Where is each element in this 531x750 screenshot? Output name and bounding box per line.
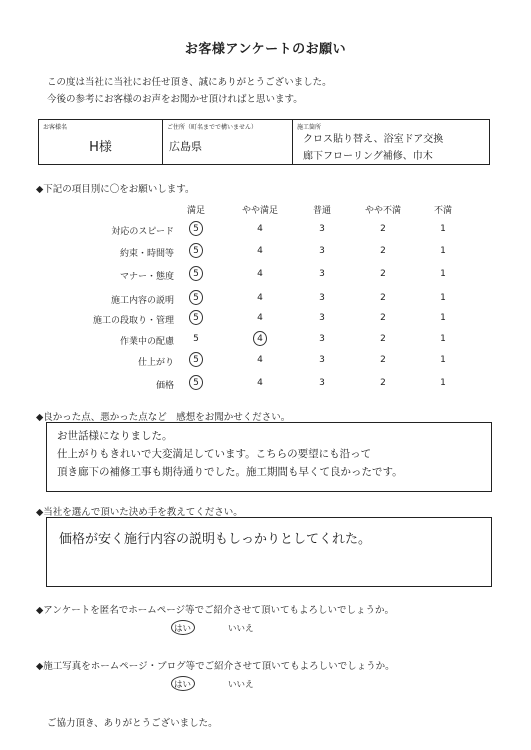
feedback-line-2: 仕上がりもきれいで大変満足しています。こちらの要望にも沿って [57,448,372,460]
rating-value[interactable]: 2 [380,293,386,303]
rating-value[interactable]: 4 [257,224,263,234]
rating-value[interactable]: 4 [257,355,263,365]
rating-label-manners: マナー・態度 [119,272,174,282]
rating-value[interactable]: 4 [257,378,263,388]
rating-value[interactable]: 3 [319,293,325,303]
rating-value[interactable]: 4 [257,246,263,256]
rating-value[interactable]: 1 [440,334,446,344]
column-header-somewhat-dissatisfied: やや不満 [364,206,401,216]
decision-textarea[interactable] [46,517,492,587]
rating-value[interactable]: 2 [380,378,386,388]
feedback-heading: ◆良かった点、悪かった点など 感想をお聞かせください。 [36,412,291,423]
rating-value[interactable]: 3 [319,246,325,256]
rating-value[interactable]: 2 [380,355,386,365]
rating-value[interactable]: 5 [193,269,199,279]
anonymous-no-option[interactable]: いいえ [228,624,254,634]
rating-value[interactable]: 3 [319,224,325,234]
rating-value[interactable]: 2 [380,269,386,279]
decision-heading: ◆当社を選んで頂いた決め手を教えてください。 [36,507,243,518]
column-header-dissatisfied: 不満 [433,206,452,216]
rating-value[interactable]: 4 [257,334,263,344]
decision-answer: 価格が安く施行内容の説明もしっかりとしてくれた。 [59,532,372,547]
work-location-line-2: 廊下フローリング補修、巾木 [303,151,433,162]
customer-info-box [38,119,490,165]
address-value: 広島県 [169,140,202,153]
rating-value[interactable]: 3 [319,269,325,279]
rating-value[interactable]: 2 [380,313,386,323]
rating-value[interactable]: 5 [193,378,199,388]
intro-line-2: 今後の参考にお客様のお声をお聞かせ頂ければと思います。 [47,94,303,105]
feedback-line-1: お世話様になりました。 [57,430,173,442]
rating-value[interactable]: 1 [440,246,446,256]
rating-value[interactable]: 5 [193,334,199,344]
rating-label-finish: 仕上がり [137,358,174,368]
closing-message: ご協力頂き、ありがとうございました。 [47,718,218,729]
photo-no-option[interactable]: いいえ [228,680,254,690]
work-location-label: 施工箇所 [297,124,322,131]
rating-value[interactable]: 3 [319,378,325,388]
feedback-textarea[interactable] [46,422,492,492]
rating-value[interactable]: 4 [257,313,263,323]
rating-value[interactable]: 3 [319,334,325,344]
page-title: お客様アンケートのお願い [184,42,347,57]
rating-value[interactable]: 4 [257,293,263,303]
rating-label-management: 施工の段取り・管理 [92,316,174,326]
work-location-line-1: クロス貼り替え、浴室ドア交換 [303,134,444,145]
address-cell [163,120,293,164]
intro-line-1: この度は当社に当社にお任せ頂き、誠にありがとうございました。 [47,77,332,88]
rating-value[interactable]: 2 [380,224,386,234]
rating-label-response-speed: 対応のスピード [111,227,174,237]
rating-value[interactable]: 1 [440,313,446,323]
rating-value[interactable]: 5 [193,246,199,256]
column-header-somewhat-satisfied: やや満足 [241,206,278,216]
rating-value[interactable]: 1 [440,355,446,365]
anonymous-yes-option[interactable]: はい [174,624,192,634]
customer-name-label: お客様名 [43,124,68,131]
rating-value[interactable]: 5 [193,224,199,234]
rating-value[interactable]: 1 [440,224,446,234]
anonymous-question: ◆アンケートを匿名でホームページ等でご紹介させて頂いてもよろしいでしょうか。 [36,605,395,616]
rating-value[interactable]: 1 [440,293,446,303]
photo-question: ◆施工写真をホームページ・ブログ等でご紹介させて頂いてもよろしいでしょうか。 [36,661,395,672]
rating-value[interactable]: 5 [193,293,199,303]
customer-name-value: H様 [89,140,112,155]
rating-section-heading: ◆下記の項目別に〇をお願いします。 [36,184,195,195]
column-header-very-satisfied: 満足 [186,206,205,216]
photo-yes-option[interactable]: はい [174,680,192,690]
rating-value[interactable]: 5 [193,355,199,365]
rating-value[interactable]: 2 [380,334,386,344]
rating-value[interactable]: 2 [380,246,386,256]
rating-value[interactable]: 5 [193,313,199,323]
feedback-line-3: 頂き廊下の補修工事も期待通りでした。施工期間も早くて良かったです。 [57,466,403,478]
column-header-neutral: 普通 [312,206,331,216]
rating-value[interactable]: 1 [440,378,446,388]
rating-label-appointments: 約束・時間等 [119,249,174,259]
rating-value[interactable]: 4 [257,269,263,279]
rating-label-explanation: 施工内容の説明 [110,296,174,306]
address-label: ご住所（町名までで構いません） [167,124,258,131]
rating-value[interactable]: 1 [440,269,446,279]
rating-value[interactable]: 3 [319,313,325,323]
rating-value[interactable]: 3 [319,355,325,365]
customer-name-cell [39,120,163,164]
rating-label-consideration: 作業中の配慮 [119,337,174,347]
work-location-cell [293,120,489,164]
rating-label-price: 価格 [155,381,174,391]
